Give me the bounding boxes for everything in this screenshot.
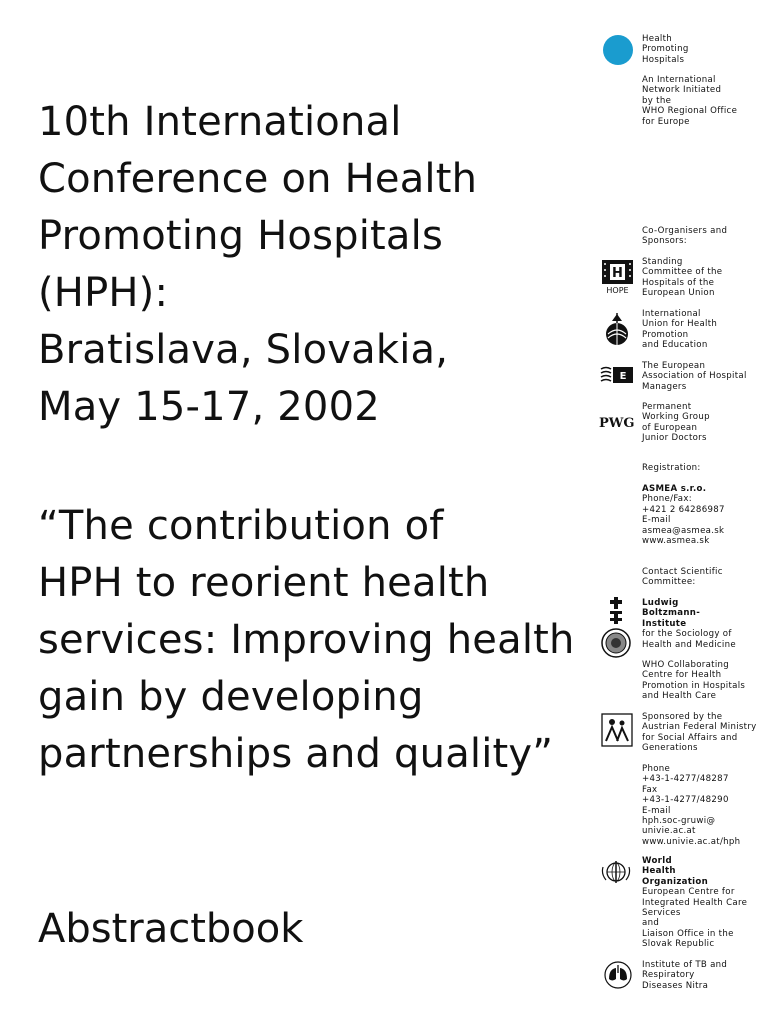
contact-phone: +43-1-4277/48287 [642, 774, 729, 785]
hph-desc-line: for Europe [642, 116, 690, 127]
hph-desc-line: An International [642, 75, 716, 85]
contact-line: Phone [642, 764, 671, 774]
org-line: The European [642, 361, 706, 371]
iuhpe-text [642, 309, 717, 351]
title-line: Bratislava, Slovakia, [38, 327, 449, 373]
org-line: of European [642, 422, 698, 433]
motto-line: gain by developing [38, 674, 424, 720]
who-collaborating-text [642, 660, 745, 702]
org-line: Integrated Health Care [642, 897, 748, 908]
org-line: Promotion [642, 329, 689, 340]
lbi-logo-icon [608, 597, 624, 625]
svg-text:PWG: PWG [599, 416, 635, 430]
hph-name-line: Promoting [642, 44, 689, 55]
motto-line: services: Improving health [38, 617, 575, 663]
hope-logo-icon [601, 259, 634, 295]
org-line: Respiratory [642, 970, 695, 981]
conference-motto [38, 498, 575, 783]
contact-fax: +43-1-4277/48290 [642, 795, 729, 806]
heading-line: Committee: [642, 577, 696, 588]
ludwig-boltzmann-text [642, 598, 736, 650]
title-line: (HPH): [38, 270, 169, 316]
org-line: Diseases Nitra [642, 980, 709, 991]
org-line: Centre for Health [642, 670, 722, 681]
registration-heading: Registration: [642, 463, 701, 473]
heading-line: Sponsors: [642, 236, 687, 247]
registration-line: E-mail [642, 515, 671, 526]
hph-logo-icon [603, 35, 633, 65]
university-seal-icon [601, 628, 631, 658]
org-line: for the Sociology of [642, 629, 732, 640]
org-line: International [642, 309, 701, 319]
org-line: Austrian Federal Ministry [642, 722, 757, 733]
org-line: Ludwig [642, 598, 679, 608]
registration-email: asmea@asmea.sk [642, 525, 725, 536]
euro-association-text [642, 361, 747, 392]
org-line: Boltzmann- [642, 608, 701, 619]
org-line: European Centre for [642, 887, 735, 898]
hph-name-line: Health [642, 34, 673, 44]
contact-heading [642, 567, 723, 588]
org-line: Generations [642, 743, 698, 754]
org-line: Hospitals of the [642, 277, 715, 288]
org-line: Health [642, 866, 676, 877]
org-line: Association of Hospital [642, 371, 747, 382]
motto-line: HPH to reorient health [38, 560, 490, 606]
org-line: Sponsored by the [642, 712, 723, 722]
coorganisers-heading [642, 226, 727, 247]
registration-org: ASMEA s.r.o. [642, 484, 707, 494]
org-line: WHO Collaborating [642, 660, 730, 670]
contact-line: E-mail [642, 805, 671, 816]
conference-title [38, 94, 477, 436]
org-line: Permanent [642, 402, 692, 412]
org-line: Institute of TB and [642, 960, 728, 970]
heading-line: Co-Organisers and [642, 226, 728, 236]
motto-line: partnerships and quality” [38, 731, 554, 777]
iuhpe-logo-icon [602, 311, 632, 347]
org-line: Union for Health [642, 319, 718, 330]
org-line: for Social Affairs and [642, 732, 738, 743]
registration-website: www.asmea.sk [642, 536, 710, 547]
org-line: Working Group [642, 412, 710, 423]
who-emblem-icon [601, 859, 631, 885]
org-line: and [642, 918, 660, 929]
contact-line: Fax [642, 784, 658, 795]
org-line: Slovak Republic [642, 939, 715, 950]
svg-text:HOPE: HOPE [606, 286, 629, 295]
registration-phone: +421 2 64286987 [642, 504, 725, 515]
org-line: Organization [642, 876, 709, 887]
hph-desc-line: by the [642, 95, 672, 106]
title-line: May 15-17, 2002 [38, 384, 380, 430]
org-line: Committee of the [642, 267, 723, 278]
org-line: Institute [642, 618, 687, 629]
pwg-text [642, 402, 710, 444]
hph-description [642, 75, 737, 127]
contact-email: hph.soc-gruwi@ [642, 816, 716, 827]
hph-name-line: Hospitals [642, 54, 685, 65]
svg-text:H: H [612, 266, 623, 281]
hph-name [642, 34, 689, 65]
title-line: 10th International [38, 99, 402, 145]
registration-line: Phone/Fax: [642, 494, 692, 505]
title-line: Conference on Health [38, 156, 478, 202]
org-line: Junior Doctors [642, 433, 707, 444]
org-line: Standing [642, 257, 683, 267]
contact-details [642, 764, 740, 847]
registration-details [642, 484, 725, 546]
sponsored-text [642, 712, 757, 754]
who-text [642, 856, 747, 950]
org-line: Services [642, 908, 681, 919]
org-line: and Health Care [642, 691, 717, 702]
org-line: European Union [642, 288, 715, 299]
title-line: Promoting Hospitals [38, 213, 443, 259]
standing-committee-text [642, 257, 722, 299]
hph-desc-line: WHO Regional Office [642, 106, 738, 117]
heading-line: Contact Scientific [642, 567, 723, 577]
org-line: Promotion in Hospitals [642, 680, 746, 691]
eahm-logo-icon [600, 366, 634, 384]
svg-text:E: E [619, 371, 627, 382]
org-line: and Education [642, 340, 708, 351]
contact-email: univie.ac.at [642, 826, 696, 837]
pwg-logo-icon [598, 414, 636, 430]
abstractbook-label: Abstractbook [38, 906, 304, 952]
org-line: World [642, 856, 672, 866]
motto-line: “The contribution of [38, 503, 444, 549]
nitra-institute-text [642, 960, 727, 991]
hph-desc-line: Network Initiated [642, 85, 722, 96]
contact-website: www.univie.ac.at/hph [642, 836, 741, 847]
lungs-logo-icon [603, 961, 633, 989]
org-line: Health and Medicine [642, 639, 736, 650]
org-line: Liaison Office in the [642, 928, 734, 939]
ministry-logo-icon [601, 713, 633, 747]
org-line: Managers [642, 381, 687, 392]
